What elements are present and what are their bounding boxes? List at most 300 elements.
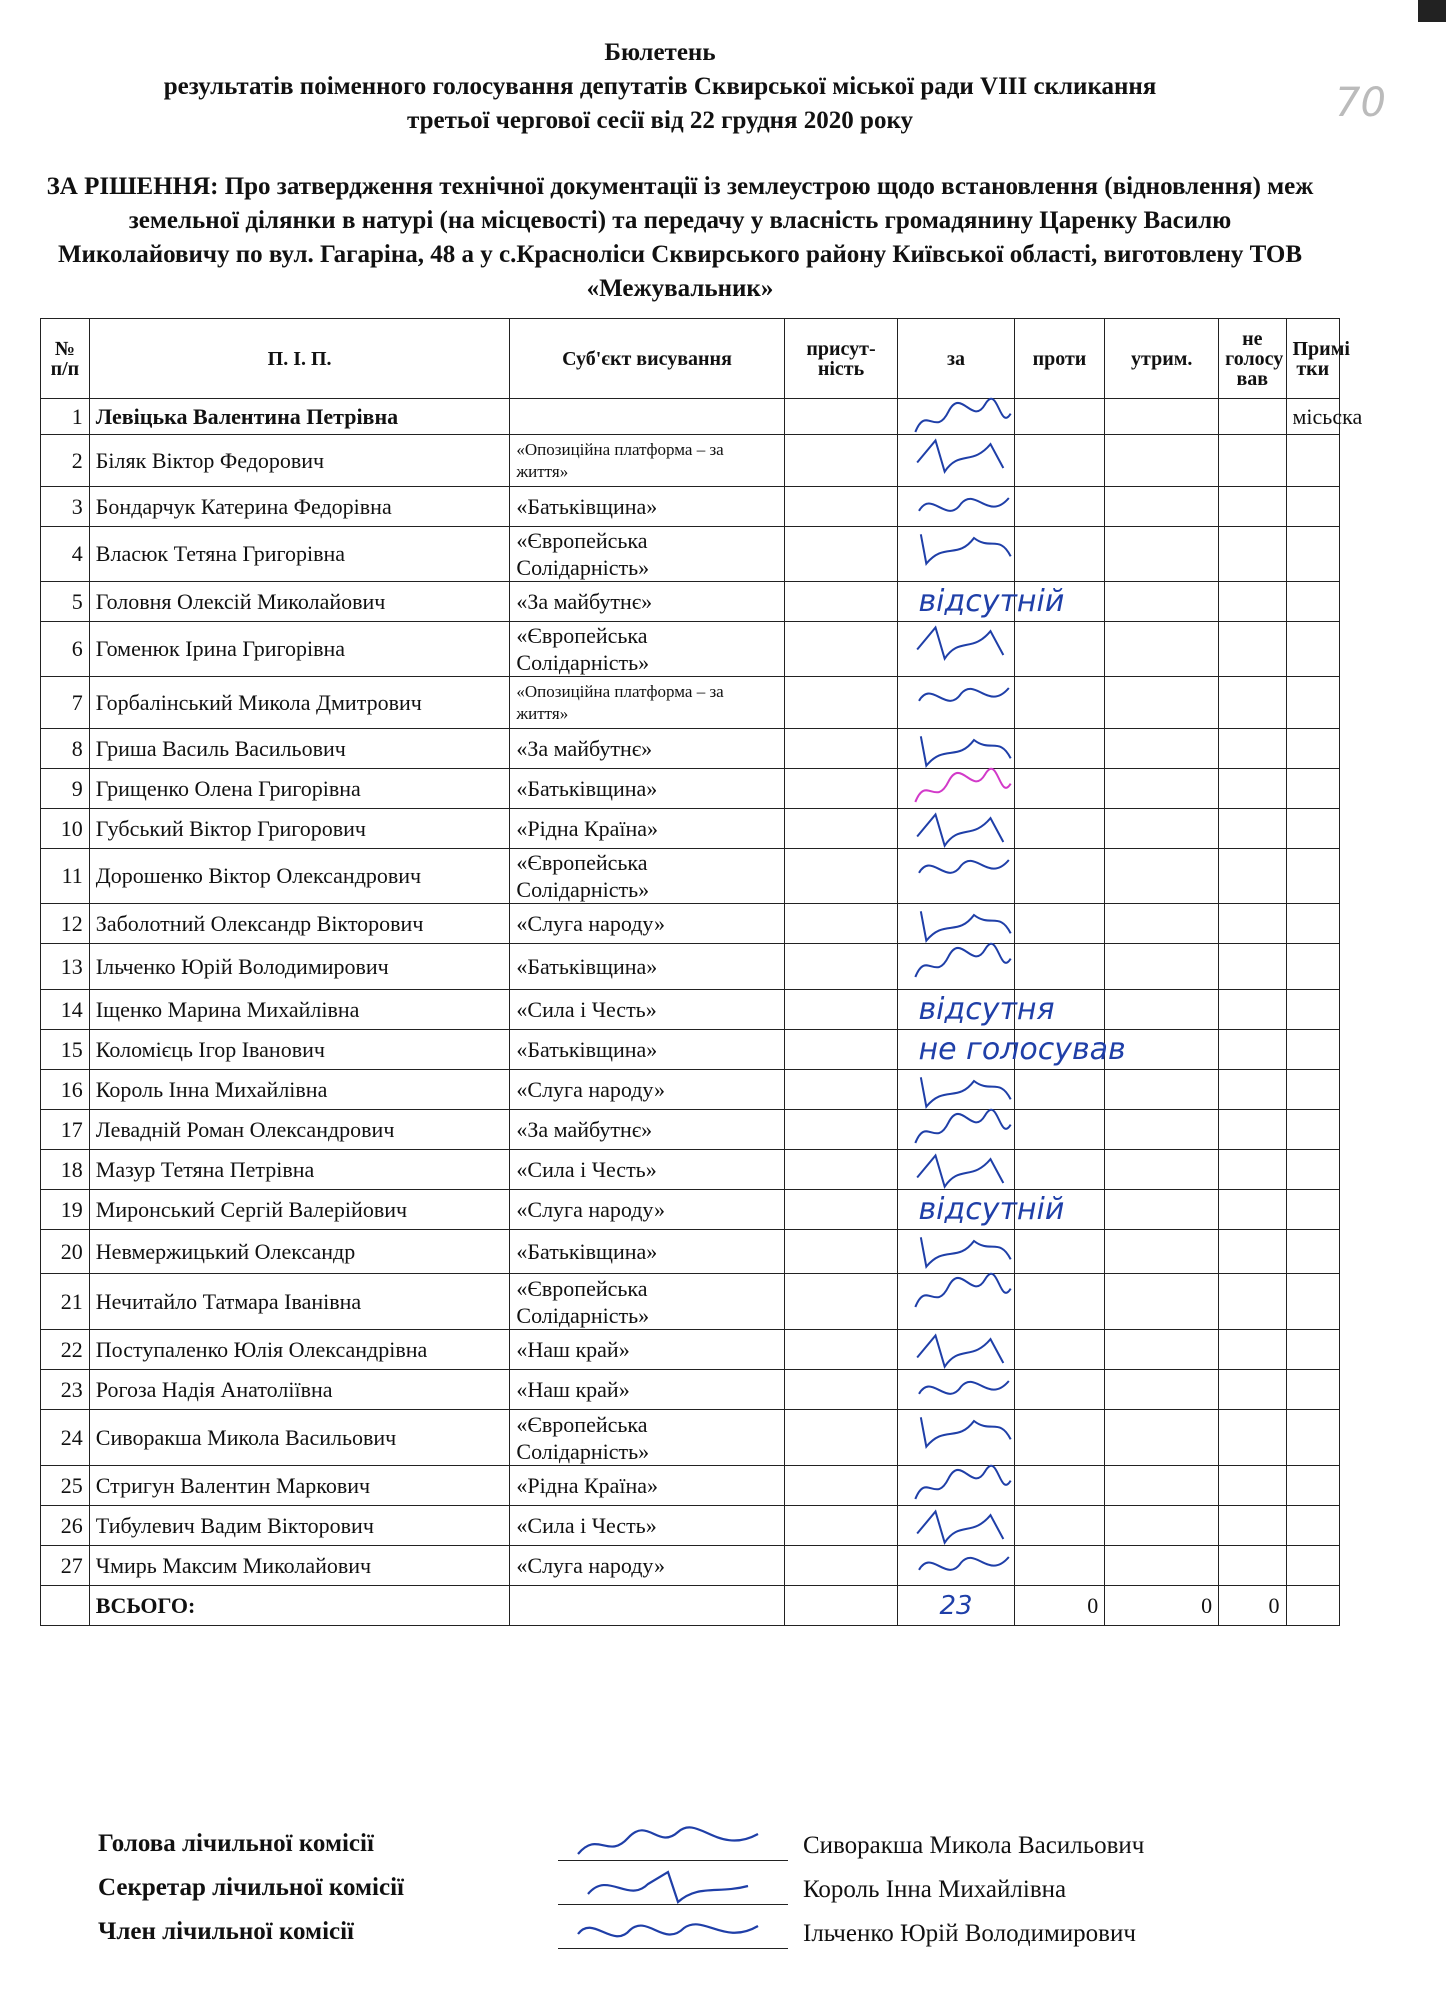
table-header-row <box>41 319 1340 399</box>
against-cell <box>1014 1466 1105 1506</box>
against-cell <box>1014 1274 1105 1330</box>
not-voted-cell <box>1219 1274 1286 1330</box>
table-row <box>41 729 1340 769</box>
notes-cell <box>1286 1274 1340 1330</box>
notes-cell <box>1286 622 1340 677</box>
nominating-party: «Слуга народу» <box>510 1070 784 1110</box>
nominating-party: «Батьківщина» <box>510 1230 784 1274</box>
against-cell <box>1014 487 1105 527</box>
nominating-party: «Європейська Солідарність» <box>510 527 784 582</box>
presence-cell <box>784 1274 898 1330</box>
page-side-number: 70 <box>1335 80 1386 126</box>
nominating-party: «Батьківщина» <box>510 1030 784 1070</box>
notes-cell <box>1286 769 1340 809</box>
col-not-voted: не голосу вав <box>1219 319 1286 399</box>
table-row <box>41 1230 1340 1274</box>
table-row <box>41 1030 1340 1070</box>
not-voted-cell <box>1219 1070 1286 1110</box>
abstain-cell <box>1105 1274 1219 1330</box>
deputy-name: Заболотний Олександр Вікторович <box>89 904 510 944</box>
not-voted-cell <box>1219 1370 1286 1410</box>
not-voted-cell <box>1219 677 1286 729</box>
for-cell <box>898 1274 1014 1330</box>
against-cell <box>1014 729 1105 769</box>
presence-cell <box>784 1150 898 1190</box>
against-cell <box>1014 809 1105 849</box>
row-number: 17 <box>41 1110 90 1150</box>
against-cell <box>1014 622 1105 677</box>
for-cell <box>898 622 1014 677</box>
abstain-cell <box>1105 487 1219 527</box>
commission-name: Ільченко Юрій Володимирович <box>803 1920 1136 1947</box>
deputy-name: Король Інна Михайлівна <box>89 1070 510 1110</box>
total-party-cell <box>510 1586 784 1626</box>
notes-cell <box>1286 487 1340 527</box>
abstain-cell <box>1105 1110 1219 1150</box>
notes-cell <box>1286 582 1340 622</box>
presence-cell <box>784 809 898 849</box>
nominating-party: «Опозиційна платформа – за життя» <box>510 677 784 729</box>
deputy-name: Ільченко Юрій Володимирович <box>89 944 510 990</box>
abstain-cell <box>1105 1546 1219 1586</box>
abstain-cell <box>1105 1506 1219 1546</box>
against-cell <box>1014 1110 1105 1150</box>
not-voted-cell <box>1219 1546 1286 1586</box>
table-row <box>41 1506 1340 1546</box>
presence-cell <box>784 1466 898 1506</box>
against-cell <box>1014 1410 1105 1466</box>
notes-cell <box>1286 1410 1340 1466</box>
table-row <box>41 1110 1340 1150</box>
handwritten-status: не голосував <box>918 1032 1126 1067</box>
total-label: ВСЬОГО: <box>89 1586 510 1626</box>
nominating-party: «Слуга народу» <box>510 1546 784 1586</box>
table-row <box>41 769 1340 809</box>
table-row <box>41 1370 1340 1410</box>
abstain-cell <box>1105 527 1219 582</box>
not-voted-cell <box>1219 1190 1286 1230</box>
nominating-party: «Опозиційна платформа – за життя» <box>510 435 784 487</box>
against-cell <box>1014 1330 1105 1370</box>
deputy-name: Біляк Віктор Федорович <box>89 435 510 487</box>
commission-name: Сиворакша Микола Васильович <box>803 1832 1145 1859</box>
document-title: Бюлетень <box>604 39 716 66</box>
table-row <box>41 809 1340 849</box>
notes-cell <box>1286 677 1340 729</box>
for-cell <box>898 1410 1014 1466</box>
table-row <box>41 1274 1340 1330</box>
table-row <box>41 849 1340 904</box>
table-row <box>41 944 1340 990</box>
notes-cell <box>1286 809 1340 849</box>
vote-signature <box>908 671 1018 727</box>
table-row <box>41 1410 1340 1466</box>
presence-cell <box>784 399 898 435</box>
nominating-party: «Сила і Честь» <box>510 1506 784 1546</box>
deputy-name: Левіцька Валентина Петрівна <box>89 399 510 435</box>
row-number: 2 <box>41 435 90 487</box>
scan-edge-mark <box>1418 0 1446 22</box>
notes-cell <box>1286 1546 1340 1586</box>
table-row <box>41 1546 1340 1586</box>
presence-cell <box>784 1506 898 1546</box>
total-presence-cell <box>784 1586 898 1626</box>
abstain-cell <box>1105 1410 1219 1466</box>
row-number: 9 <box>41 769 90 809</box>
against-cell <box>1014 1230 1105 1274</box>
against-cell <box>1014 1546 1105 1586</box>
row-number: 15 <box>41 1030 90 1070</box>
against-cell <box>1014 1150 1105 1190</box>
abstain-cell <box>1105 769 1219 809</box>
nominating-party: «Сила і Честь» <box>510 990 784 1030</box>
table-row <box>41 1070 1340 1110</box>
notes-cell <box>1286 1330 1340 1370</box>
vote-signature <box>908 843 1018 899</box>
table-row <box>41 1190 1340 1230</box>
deputy-name: Губський Віктор Григорович <box>89 809 510 849</box>
deputy-name: Горбалінський Микола Дмитрович <box>89 677 510 729</box>
total-notes-cell <box>1286 1586 1340 1626</box>
document-header <box>40 36 1280 138</box>
presence-cell <box>784 769 898 809</box>
for-cell <box>898 435 1014 487</box>
abstain-cell <box>1105 622 1219 677</box>
for-cell <box>898 677 1014 729</box>
row-number: 10 <box>41 809 90 849</box>
deputy-name: Стригун Валентин Маркович <box>89 1466 510 1506</box>
deputy-name: Гоменюк Ірина Григорівна <box>89 622 510 677</box>
row-number: 3 <box>41 487 90 527</box>
abstain-cell <box>1105 944 1219 990</box>
against-cell <box>1014 904 1105 944</box>
col-against: проти <box>1014 319 1105 399</box>
deputy-name: Бондарчук Катерина Федорівна <box>89 487 510 527</box>
presence-cell <box>784 527 898 582</box>
presence-cell <box>784 944 898 990</box>
commission-role: Член лічильної комісії <box>98 1918 355 1945</box>
row-number: 25 <box>41 1466 90 1506</box>
row-number: 18 <box>41 1150 90 1190</box>
for-cell <box>898 849 1014 904</box>
notes-cell: місьска <box>1286 399 1340 435</box>
col-for: за <box>898 319 1014 399</box>
deputy-name: Власюк Тетяна Григорівна <box>89 527 510 582</box>
table-row <box>41 435 1340 487</box>
notes-cell <box>1286 944 1340 990</box>
notes-cell <box>1286 1506 1340 1546</box>
not-voted-cell <box>1219 399 1286 435</box>
presence-cell <box>784 622 898 677</box>
row-number: 13 <box>41 944 90 990</box>
abstain-cell <box>1105 849 1219 904</box>
nominating-party: «За майбутнє» <box>510 1110 784 1150</box>
total-not-voted: 0 <box>1219 1586 1286 1626</box>
nominating-party: «Батьківщина» <box>510 944 784 990</box>
presence-cell <box>784 849 898 904</box>
notes-cell <box>1286 1070 1340 1110</box>
for-cell <box>898 990 1055 1030</box>
nominating-party: «Батьківщина» <box>510 769 784 809</box>
deputy-name: Нечитайло Татмара Іванівна <box>89 1274 510 1330</box>
row-number: 21 <box>41 1274 90 1330</box>
handwritten-status: відсутній <box>918 1192 1065 1227</box>
abstain-cell <box>1105 1230 1219 1274</box>
nominating-party: «За майбутнє» <box>510 582 784 622</box>
col-num: № п/п <box>41 319 90 399</box>
handwritten-status: відсутня <box>918 992 1055 1027</box>
signature-line <box>558 1904 788 1905</box>
row-number: 7 <box>41 677 90 729</box>
notes-cell <box>1286 729 1340 769</box>
deputy-name: Дорошенко Віктор Олександрович <box>89 849 510 904</box>
not-voted-cell <box>1219 809 1286 849</box>
document-subtitle: результатів поіменного голосування депутатів Сквирської міської ради VIII скликання <box>163 73 1157 100</box>
vote-signature <box>908 521 1018 577</box>
not-voted-cell <box>1219 944 1286 990</box>
presence-cell <box>784 487 898 527</box>
table-row <box>41 1466 1340 1506</box>
abstain-cell <box>1105 1330 1219 1370</box>
nominating-party: «Сила і Честь» <box>510 1150 784 1190</box>
table-row <box>41 1330 1340 1370</box>
deputy-name: Коломієць Ігор Іванович <box>89 1030 510 1070</box>
abstain-cell <box>1105 809 1219 849</box>
presence-cell <box>784 990 898 1030</box>
deputy-name: Сиворакша Микола Васильович <box>89 1410 510 1466</box>
not-voted-cell <box>1219 849 1286 904</box>
nominating-party: «Слуга народу» <box>510 904 784 944</box>
not-voted-cell <box>1219 1230 1286 1274</box>
deputy-name: Невмержицький Олександр <box>89 1230 510 1274</box>
row-number: 1 <box>41 399 90 435</box>
notes-cell <box>1286 1370 1340 1410</box>
against-cell <box>1014 944 1105 990</box>
abstain-cell <box>1105 904 1219 944</box>
nominating-party: «Наш край» <box>510 1330 784 1370</box>
total-against: 0 <box>1014 1586 1105 1626</box>
table-row <box>41 399 1340 435</box>
notes-cell <box>1286 1190 1340 1230</box>
deputy-name: Рогоза Надія Анатоліївна <box>89 1370 510 1410</box>
vote-signature <box>908 1540 1018 1596</box>
decision-text: ЗА РІШЕННЯ: Про затвердження технічної документації із землеустрою щодо встановлення (відновлення) меж земельної ділянки в натурі (на місцевості) та передачу у власність громадянину Царенку Василю Миколайовичу по вул. Гагаріна, 48 а у с.Красноліси Сквирського району Київської області, виготовлену ТОВ «Межувальник» <box>46 173 1314 302</box>
not-voted-cell <box>1219 1330 1286 1370</box>
notes-cell <box>1286 435 1340 487</box>
abstain-cell <box>1105 1150 1219 1190</box>
voting-table <box>40 318 1363 1626</box>
row-number: 8 <box>41 729 90 769</box>
notes-cell <box>1286 1466 1340 1506</box>
against-cell <box>1014 677 1105 729</box>
handwritten-status: відсутній <box>918 584 1065 619</box>
row-number: 23 <box>41 1370 90 1410</box>
nominating-party: «Європейська Солідарність» <box>510 622 784 677</box>
not-voted-cell <box>1219 990 1286 1030</box>
notes-cell <box>1286 1110 1340 1150</box>
against-cell <box>1014 849 1105 904</box>
vote-signature <box>908 1268 1018 1324</box>
signature-line <box>558 1948 788 1949</box>
vote-signature <box>908 616 1018 672</box>
not-voted-cell <box>1219 527 1286 582</box>
not-voted-cell <box>1219 1506 1286 1546</box>
not-voted-cell <box>1219 1410 1286 1466</box>
total-abstain: 0 <box>1105 1586 1219 1626</box>
deputy-name: Грищенко Олена Григорівна <box>89 769 510 809</box>
presence-cell <box>784 1370 898 1410</box>
deputy-name: Тибулевич Вадим Вікторович <box>89 1506 510 1546</box>
total-for: 23 <box>939 1590 973 1621</box>
session-line: третьої чергової сесії від 22 грудня 2020 року <box>406 107 914 134</box>
presence-cell <box>784 677 898 729</box>
notes-cell <box>1286 1230 1340 1274</box>
vote-signature <box>908 938 1018 994</box>
not-voted-cell <box>1219 1030 1286 1070</box>
deputy-name: Чмирь Максим Миколайович <box>89 1546 510 1586</box>
row-number: 6 <box>41 622 90 677</box>
deputy-name: Гриша Василь Васильович <box>89 729 510 769</box>
abstain-cell <box>1105 435 1219 487</box>
abstain-cell <box>1105 582 1219 622</box>
total-row <box>41 1586 1340 1626</box>
vote-signature <box>908 429 1018 485</box>
deputy-name: Миронський Сергій Валерійович <box>89 1190 510 1230</box>
against-cell <box>1014 769 1105 809</box>
notes-cell <box>1286 990 1340 1030</box>
row-number: 4 <box>41 527 90 582</box>
not-voted-cell <box>1219 487 1286 527</box>
table-row <box>41 622 1340 677</box>
row-number: 20 <box>41 1230 90 1274</box>
for-cell <box>898 1150 1014 1190</box>
row-number: 5 <box>41 582 90 622</box>
notes-cell <box>1286 1030 1340 1070</box>
table-row <box>41 904 1340 944</box>
abstain-cell <box>1105 1466 1219 1506</box>
for-cell <box>898 1546 1014 1586</box>
signature-line <box>558 1860 788 1861</box>
for-cell <box>898 1230 1014 1274</box>
notes-cell <box>1286 527 1340 582</box>
presence-cell <box>784 1230 898 1274</box>
against-cell <box>1014 435 1105 487</box>
presence-cell <box>784 904 898 944</box>
table-row <box>41 527 1340 582</box>
nominating-party: «Батьківщина» <box>510 487 784 527</box>
nominating-party: «Європейська Солідарність» <box>510 1274 784 1330</box>
deputy-name: Мазур Тетяна Петрівна <box>89 1150 510 1190</box>
not-voted-cell <box>1219 622 1286 677</box>
nominating-party: «Наш край» <box>510 1370 784 1410</box>
not-voted-cell <box>1219 729 1286 769</box>
nominating-party: «Європейська Солідарність» <box>510 1410 784 1466</box>
not-voted-cell <box>1219 1466 1286 1506</box>
not-voted-cell <box>1219 582 1286 622</box>
against-cell <box>1014 527 1105 582</box>
not-voted-cell <box>1219 769 1286 809</box>
col-abstain: утрим. <box>1105 319 1219 399</box>
table-row <box>41 677 1340 729</box>
row-number: 12 <box>41 904 90 944</box>
not-voted-cell <box>1219 904 1286 944</box>
abstain-cell <box>1105 677 1219 729</box>
against-cell <box>1014 399 1105 435</box>
presence-cell <box>784 1330 898 1370</box>
abstain-cell <box>1105 1370 1219 1410</box>
table-row <box>41 1150 1340 1190</box>
not-voted-cell <box>1219 1150 1286 1190</box>
presence-cell <box>784 1410 898 1466</box>
presence-cell <box>784 582 898 622</box>
commission-role: Голова лічильної комісії <box>98 1830 374 1857</box>
abstain-cell <box>1105 1070 1219 1110</box>
presence-cell <box>784 1070 898 1110</box>
commission-role: Секретар лічильної комісії <box>98 1874 404 1901</box>
row-number: 26 <box>41 1506 90 1546</box>
table-row <box>41 582 1340 622</box>
presence-cell <box>784 435 898 487</box>
deputy-name: Левадній Роман Олександрович <box>89 1110 510 1150</box>
abstain-cell <box>1105 1190 1219 1230</box>
presence-cell <box>784 729 898 769</box>
against-cell <box>1014 1370 1105 1410</box>
abstain-cell <box>1105 990 1219 1030</box>
abstain-cell <box>1105 729 1219 769</box>
notes-cell <box>1286 849 1340 904</box>
col-presence: присут-ність <box>784 319 898 399</box>
presence-cell <box>784 1030 898 1070</box>
nominating-party: «Рідна Країна» <box>510 809 784 849</box>
col-name: П. І. П. <box>89 319 510 399</box>
counting-commission <box>98 1830 1298 1962</box>
presence-cell <box>784 1546 898 1586</box>
nominating-party: «За майбутнє» <box>510 729 784 769</box>
col-party: Суб'єкт висування <box>510 319 784 399</box>
abstain-cell <box>1105 399 1219 435</box>
row-number: 16 <box>41 1070 90 1110</box>
notes-cell <box>1286 1150 1340 1190</box>
deputy-name: Поступаленко Юлія Олександрівна <box>89 1330 510 1370</box>
commission-row <box>98 1918 1298 1962</box>
not-voted-cell <box>1219 1110 1286 1150</box>
row-number: 19 <box>41 1190 90 1230</box>
row-number: 24 <box>41 1410 90 1466</box>
nominating-party: «Рідна Країна» <box>510 1466 784 1506</box>
total-num-cell <box>41 1586 90 1626</box>
table-row <box>41 990 1340 1030</box>
for-cell <box>898 527 1014 582</box>
col-notes: Примі тки <box>1286 319 1340 399</box>
row-number: 22 <box>41 1330 90 1370</box>
not-voted-cell <box>1219 435 1286 487</box>
row-number: 11 <box>41 849 90 904</box>
against-cell <box>1014 1070 1105 1110</box>
nominating-party: «Європейська Солідарність» <box>510 849 784 904</box>
presence-cell <box>784 1190 898 1230</box>
nominating-party: «Слуга народу» <box>510 1190 784 1230</box>
notes-cell <box>1286 904 1340 944</box>
nominating-party <box>510 399 784 435</box>
deputy-name: Головня Олексій Миколайович <box>89 582 510 622</box>
row-number: 14 <box>41 990 90 1030</box>
table-row <box>41 487 1340 527</box>
against-cell <box>1014 1506 1105 1546</box>
deputy-name: Іщенко Марина Михайлівна <box>89 990 510 1030</box>
commission-name: Король Інна Михайлівна <box>803 1876 1067 1903</box>
row-number: 27 <box>41 1546 90 1586</box>
presence-cell <box>784 1110 898 1150</box>
